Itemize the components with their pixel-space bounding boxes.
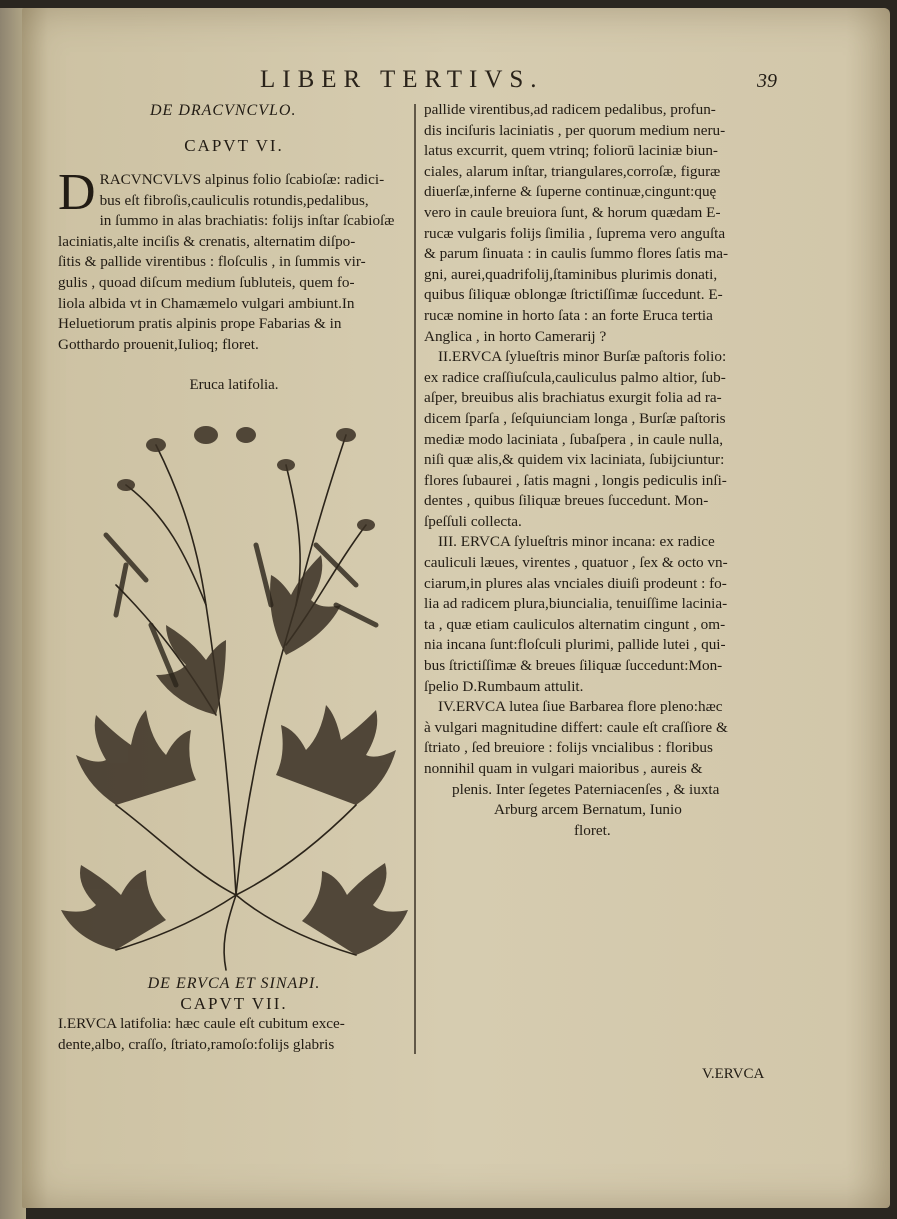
chapter-heading-vii: CAPVT VII.: [180, 994, 288, 1013]
text-line: I.ERVCA latifolia: hæc caule eſt cubitum exce-: [58, 1015, 345, 1032]
text-line: mediæ modo laciniata , ſubaſpera , in caule nulla,: [424, 430, 724, 448]
page-header: [0, 66, 897, 100]
text-line: ſitis & pallide virentibus : floſculis , in ſummis vir-: [58, 253, 366, 271]
text-line: ta , quæ etiam cauliculos alternatim cingunt , om-: [424, 615, 726, 633]
text-line: Heluetiorum pratis alpinis prope Fabarias & in: [58, 315, 342, 333]
text-line: nia incana ſunt:floſculi plurimi, pallide lutei , qui-: [424, 636, 726, 654]
text-line: & parum ſinuata : in caulis ſummo flores ſatis ma-: [424, 245, 729, 263]
text-line: gni, aurei,quadrifolij,ſtaminibus plurimis donati,: [424, 265, 718, 283]
running-head: LIBER TERTIVS.: [260, 66, 544, 93]
text-line: Gotthardo prouenit,Iulioq; floret.: [58, 335, 259, 353]
text-line: pallide virentibus,ad radicem pedalibus, profun-: [424, 101, 716, 118]
text-line: vero in caule breuiora ſunt, & horum quædam E-: [424, 203, 721, 221]
text-line: ſpelio D.Rumbaum attulit.: [424, 677, 584, 695]
text-line: dis inciſuris laciniatis , per quorum medium neru-: [424, 121, 726, 139]
text-line: Arburg arcem Bernatum, Iunio: [494, 801, 682, 819]
text-line: bus ſtrictiſſimæ & breues ſiliquæ ſuccedunt:Mon-: [424, 657, 723, 675]
text-line: ciales, alarum inſtar, triangulares,corroſæ, figuræ: [424, 162, 721, 180]
right-column: [424, 100, 794, 841]
text-line: dicem ſparſa , ſeſquiunciam longa , Burſæ paſtoris: [424, 409, 726, 427]
text-line: ciarum,in plures alas vnciales diuiſi prodeunt : fo-: [424, 574, 727, 592]
section-title-eruca: DE ERVCA ET SINAPI.: [147, 975, 321, 992]
text-line: diuerſæ,inferne & ſuperne continuæ,cingunt:quę: [424, 183, 717, 201]
chapter-heading-vi: CAPVT VI.: [184, 136, 284, 155]
text-line: Anglica , in horto Camerarij ?: [424, 327, 607, 345]
text-line: plenis. Inter ſegetes Paterniacenſes , & iuxta: [452, 780, 720, 798]
figure-caption: Eruca latifolia.: [189, 377, 279, 394]
text-line: RACVNCVLVS alpinus folio ſcabioſæ: radici-: [99, 171, 385, 188]
text-line: bus eſt fibroſis,cauliculis rotundis,pedalibus,: [99, 191, 369, 209]
page-number: 39: [757, 70, 777, 92]
plant-woodcut-illustration: [56, 405, 414, 975]
text-line: dentes , quibus ſiliquæ breues ſuccedunt. Mon-: [424, 492, 709, 510]
text-line: liola albida vt in Chamæmelo vulgari ambiunt.In: [58, 294, 355, 312]
left-column: [58, 100, 410, 394]
text-line: niſi quæ alis,& quidem vix laciniata, ſubijciuntur:: [424, 451, 725, 469]
text-line: dente,albo, craſſo, ſtriato,ramoſo:folijs glabris: [58, 1035, 335, 1053]
catchword: V.ERVCA: [702, 1066, 765, 1082]
text-line: IV.ERVCA lutea ſiue Barbarea flore pleno:hæc: [438, 698, 723, 716]
text-line: flores ſubaurei , ſatis magni , longis pediculis inſi-: [424, 471, 727, 489]
text-line: II.ERVCA ſylueſtris minor Burſæ paſtoris folio:: [438, 348, 727, 366]
paragraph-dracunculus: [58, 164, 410, 355]
text-line: cauliculi læues, virentes , quatuor , ſex & octo vn-: [424, 554, 728, 572]
column-divider: [414, 104, 416, 1054]
text-line: in ſummo in alas brachiatis: folijs inſtar ſcabioſæ: [99, 212, 395, 230]
text-line: nonnihil quam in vulgari maioribus , aureis &: [424, 760, 703, 777]
text-line: ſpeſſuli collecta.: [424, 512, 522, 530]
text-line: laciniatis,alte inciſis & crenatis, alternatim diſpo-: [58, 232, 356, 250]
text-line: rucæ nomine in horto ſata : an forte Eruca tertia: [424, 306, 713, 324]
left-column-bottom: [58, 975, 410, 1055]
section-title-dracunculus: DE DRACVNCVLO.: [150, 102, 297, 119]
text-line: à vulgari magnitudine differt: caule eſt craſſiore &: [424, 718, 728, 736]
text-line: aſper, breuibus alis brachiatus exurgit folia ad ra-: [424, 389, 722, 407]
text-line: lia ad radicem plura,biuncialia, tenuiſſime lacinia-: [424, 595, 728, 613]
text-line: gulis , quoad diſcum medium ſubluteis, quem fo-: [58, 273, 355, 291]
text-line: floret.: [574, 821, 611, 839]
text-line: rucæ vulgaris folijs ſimilia , ſuprema vero anguſta: [424, 224, 726, 242]
text-line: quibus ſiliquæ oblongæ ſtrictiſſimæ ſuccedunt. E-: [424, 286, 723, 304]
text-line: III. ERVCA ſylueſtris minor incana: ex radice: [438, 533, 715, 551]
dropcap-letter: D: [58, 164, 96, 221]
text-line: latus excurrit, quem vtrinq; foliorū laciniæ biun-: [424, 142, 718, 160]
text-line: ex radice craſſiuſcula,cauliculus palmo altior, ſub-: [424, 368, 726, 386]
text-line: ſtriato , ſed breuiore : folijs vncialibus : floribus: [424, 739, 713, 757]
